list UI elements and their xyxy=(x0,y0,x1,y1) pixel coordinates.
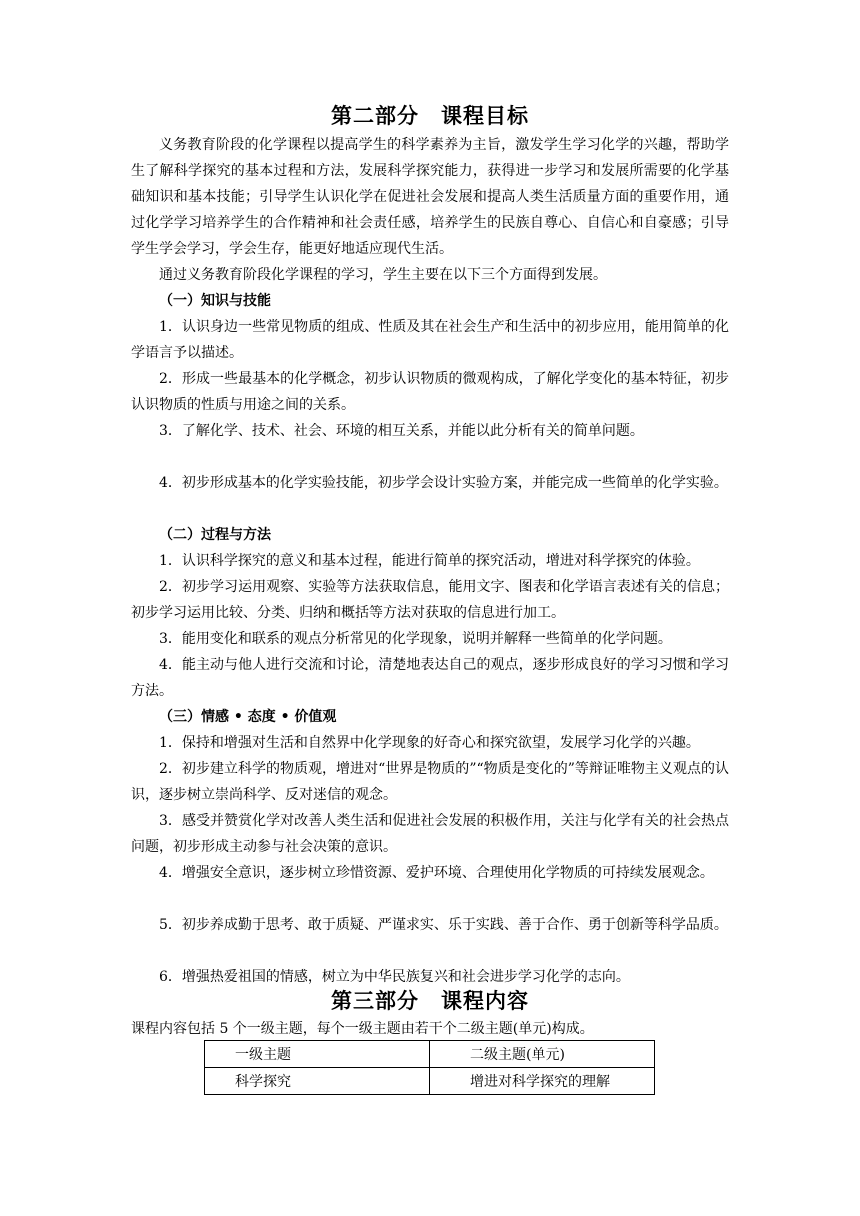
section-3-intro: 课程内容包括 5 个一级主题，每个一级主题由若干个二级主题(单元)构成。 xyxy=(131,1021,594,1037)
group-1-item: 2．形成一些最基本的化学概念，初步认识物质的微观构成，了解化学变化的基本特征，初步认识物质的性质与用途之间的关系。 xyxy=(131,371,729,413)
table-cell: 科学探究 xyxy=(205,1068,430,1095)
group-3-item: 6．增强热爱祖国的情感，树立为中华民族复兴和社会进步学习化学的志向。 xyxy=(159,969,630,985)
topics-table xyxy=(204,1040,655,1095)
section-2-title: 第二部分 课程目标 xyxy=(331,104,529,128)
group-1-item: 3．了解化学、技术、社会、环境的相互关系，并能以此分析有关的简单问题。 xyxy=(159,423,644,439)
group-2-item: 1．认识科学探究的意义和基本过程，能进行简单的探究活动，增进对科学探究的体验。 xyxy=(159,553,700,569)
group-3-heading: （三）情感 • 态度 • 价值观 xyxy=(159,709,337,725)
group-3-item: 3．感受并赞赏化学对改善人类生活和促进社会发展的积极作用，关注与化学有关的社会热点问题，初步形成主动参与社会决策的意识。 xyxy=(131,813,729,855)
table-header-cell: 二级主题(单元) xyxy=(430,1041,655,1068)
group-3-item: 4．增强安全意识，逐步树立珍惜资源、爱护环境、合理使用化学物质的可持续发展观念。 xyxy=(159,865,714,881)
table-cell: 增进对科学探究的理解 xyxy=(430,1068,655,1095)
group-2-item: 3．能用变化和联系的观点分析常见的化学现象，说明并解释一些简单的化学问题。 xyxy=(159,631,672,647)
section-3-title: 第三部分 课程内容 xyxy=(331,989,529,1013)
section-2-lead: 通过义务教育阶段化学课程的学习，学生主要在以下三个方面得到发展。 xyxy=(159,267,607,283)
group-3-item: 1．保持和增强对生活和自然界中化学现象的好奇心和探究欲望，发展学习化学的兴趣。 xyxy=(159,735,700,751)
table-row xyxy=(205,1068,655,1095)
group-2-item: 2．初步学习运用观察、实验等方法获取信息，能用文字、图表和化学语言表述有关的信息；初步学习运用比较、分类、归纳和概括等方法对获取的信息进行加工。 xyxy=(131,579,729,621)
group-1-item: 4．初步形成基本的化学实验技能，初步学会设计实验方案，并能完成一些简单的化学实验。 xyxy=(159,475,728,491)
group-3-item: 5．初步养成勤于思考、敢于质疑、严谨求实、乐于实践、善于合作、勇于创新等科学品质。 xyxy=(159,917,728,933)
group-2-item: 4．能主动与他人进行交流和讨论，清楚地表达自己的观点，逐步形成良好的学习习惯和学习方法。 xyxy=(131,657,729,699)
table-header-cell: 一级主题 xyxy=(205,1041,430,1068)
section-2-intro: 义务教育阶段的化学课程以提高学生的科学素养为主旨，激发学生学习化学的兴趣，帮助学生了解科学探究的基本过程和方法，发展科学探究能力，获得进一步学习和发展所需要的化学基础知识和基本技能；引导学生认识化学在促进社会发展和提高人类生活质量方面的重要作用，通过化学学习培养学生的合作精神和社会责任感，培养学生的民族自尊心、自信心和自豪感；引导学生学会学习，学会生存，能更好地适应现代生活。 xyxy=(131,137,729,257)
group-1-item: 1．认识身边一些常见物质的组成、性质及其在社会生产和生活中的初步应用，能用简单的化学语言予以描述。 xyxy=(131,319,729,361)
group-2-heading: （二）过程与方法 xyxy=(159,527,271,543)
group-1-heading: （一）知识与技能 xyxy=(159,293,271,309)
table-header-row xyxy=(205,1041,655,1068)
group-3-item: 2．初步建立科学的物质观，增进对“世界是物质的”“物质是变化的”等辩证唯物主义观点的认识，逐步树立崇尚科学、反对迷信的观念。 xyxy=(131,761,729,803)
